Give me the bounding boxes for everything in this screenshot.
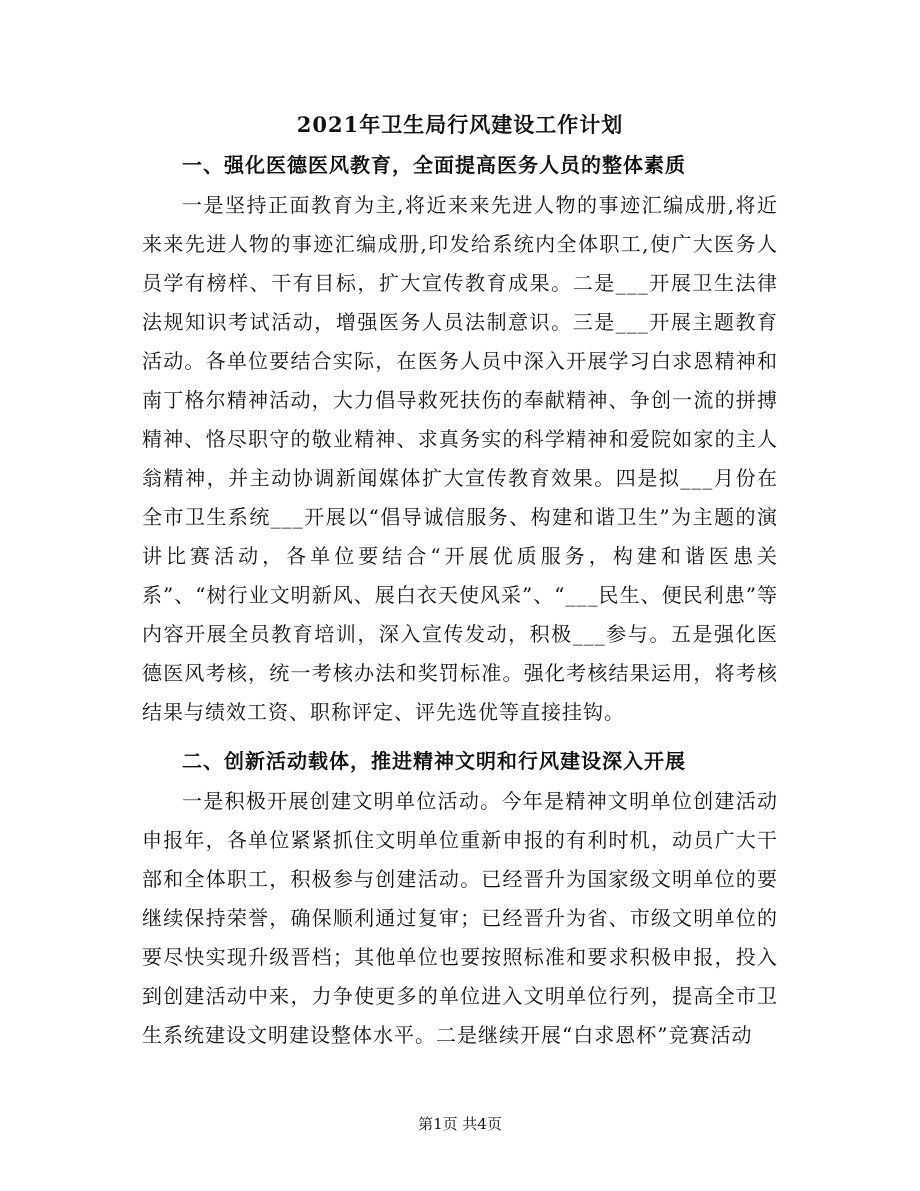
section-paragraph-2: 一是积极开展创建文明单位活动。今年是精神文明单位创建活动申报年，各单位紧紧抓住文明单位重新申报的有利时机，动员广大干部和全体职工，积极参与创建活动。已经晋升为国家级文明单位的要继续保持荣誉，确保顺利通过复审；已经晋升为省、市级文明单位的要尽快实现升级晋档；其他单位也要按照标准和要求积极申报，投入到创建活动中来，力争使更多的单位进入文明单位行列，提高全市卫生系统建设文明建设整体水平。二是继续开展“白求恩杯”竞赛活动: [142, 789, 778, 1047]
page-footer: 第1页 共4页: [418, 1115, 502, 1133]
document-body: [142, 150, 778, 1055]
section-heading-1: 一、强化医德医风教育，全面提高医务人员的整体素质: [182, 153, 686, 177]
section-paragraph-1: 一是坚持正面教育为主,将近来来先进人物的事迹汇编成册,将近来来先进人物的事迹汇编成册,印发给系统内全体职工,使广大医务人员学有榜样、干有目标，扩大宣传教育成果。二是___开展卫生法律法规知识考试活动，增强医务人员法制意识。三是___开展主题教育活动。各单位要结合实际，在医务人员中深入开展学习白求恩精神和南丁格尔精神活动，大力倡导救死扶伤的奉献精神、争创一流的拼搏精神、恪尽职守的敬业精神、求真务实的科学精神和爱院如家的主人翁精神，并主动协调新闻媒体扩大宣传教育效果。四是拟___月份在全市卫生系统___开展以“倡导诚信服务、构建和谐卫生”为主题的演讲比赛活动，各单位要结合“开展优质服务，构建和谐医患关系”、“树行业文明新风、展白衣天使风采”、“___民生、便民利患”等内容开展全员教育培训，深入宣传发动，积极___参与。五是强化医德医风考核，统一考核办法和奖罚标准。强化考核结果运用，将考核结果与绩效工资、职称评定、评先选优等直接挂钩。: [142, 193, 778, 724]
section-heading-2: 二、创新活动载体，推进精神文明和行风建设深入开展: [182, 749, 686, 773]
document-title: 2021年卫生局行风建设工作计划: [296, 112, 624, 137]
